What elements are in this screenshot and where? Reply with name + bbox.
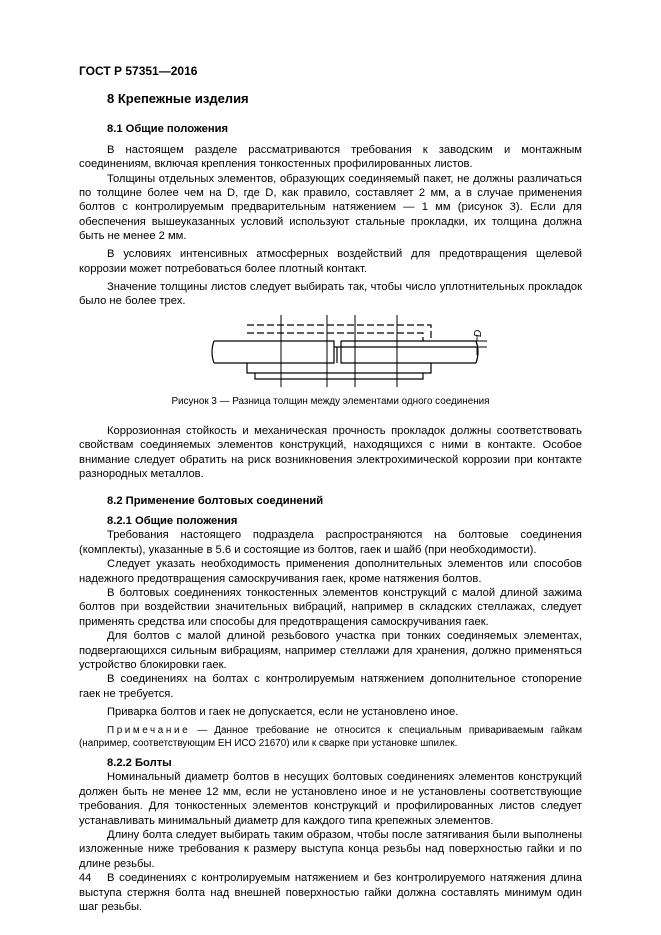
paragraph: Длину болта следует выбирать таким образом, чтобы после затягивания были выполнены изложенные ниже требования к размеру выступа конца резьбы над поверхностью гайки и по длине резьбы. <box>79 829 582 870</box>
paragraph: Приварка болтов и гаек не допускается, если не установлено иное. <box>107 705 459 718</box>
figure-3 <box>79 315 582 387</box>
paragraph: Номинальный диаметр болтов в несущих болтовых соединениях элементов конструкций должен быть не менее 12 мм, если не установлено иное и не установлены соответствующие требования. Для тонкостенных элементов конструкций и профилированных листов следует устанавливать минимальный диаметр для каждого типа крепежных элементов. <box>79 771 582 827</box>
note-label: Примечание <box>107 725 191 737</box>
paragraph: Значение толщины листов следует выбирать так, чтобы число уплотнительных прокладок было не более трех. <box>79 280 582 308</box>
paragraph: Следует указать необходимость применения дополнительных элементов или способов надежного предотвращения самоскручивания гаек, кроме натяжения болтов. <box>79 558 582 585</box>
paragraph: Толщины отдельных элементов, образующих соединяемый пакет, не должны различаться по толщине более чем на D, где D, как правило, составляет 2 мм, а в случае применения болтов с контролируемым предварительным натяжением — 1 мм (рисунок 3). Если для обеспечения вышеуказанных условий используют стальные прокладки, их толщина должна быть не менее 2 мм. <box>79 172 582 243</box>
dimension-label: D <box>473 330 484 338</box>
document-header: ГОСТ Р 57351—2016 <box>79 64 198 78</box>
page-content <box>79 92 582 914</box>
page-number: 44 <box>79 872 92 884</box>
paragraph: В условиях интенсивных атмосферных воздействий для предотвращения щелевой коррозии может потребоваться более плотный контакт. <box>79 248 582 275</box>
section-8-title: 8 Крепежные изделия <box>107 91 249 106</box>
paragraph: В болтовых соединениях тонкостенных элементов конструкций с малой длиной зажима болтов при воздействии значительных вибраций, например в складских стеллажах, следует применять средства или способы для предотвращения самоскручивания гаек. <box>79 586 582 628</box>
note-text: — Данное требование не относится к специальным привариваемым гайкам (например, соответствующим ЕН ИСО 21670) или к сварке при установке шпилек. <box>79 725 582 749</box>
note <box>79 725 582 750</box>
figure-caption: Рисунок 3 — Разница толщин между элементами одного соединения <box>171 396 490 408</box>
paragraph: В соединениях на болтах с контролируемым натяжением дополнительное стопорение гаек не требуется. <box>79 673 582 700</box>
section-8-1-title: 8.1 Общие положения <box>107 123 229 136</box>
paragraph: В настоящем разделе рассматриваются требования к заводским и монтажным соединениям, включая крепления тонкостенных профилированных листов. <box>79 143 582 171</box>
paragraph: Коррозионная стойкость и механическая прочность прокладок должны соответствовать свойствам соединяемых элементов конструкций, находящихся с ними в контакте. Особое внимание следует обратить на риск возникновения электрохимической коррозии при контакте разнородных металлов. <box>79 424 582 481</box>
section-8-2-title: 8.2 Применение болтовых соединений <box>107 494 324 507</box>
section-8-2-1-title: 8.2.1 Общие положения <box>107 514 238 527</box>
paragraph: Требования настоящего подраздела распространяются на болтовые соединения (комплекты), указанные в 5.6 и состоящие из болтов, гаек и шайб (при необходимости). <box>79 529 582 556</box>
paragraph: Для болтов с малой длиной резьбового участка при тонких соединяемых элементах, подвергающихся сильным вибрациям, например стеллажи для хранения, должно применяться устройство блокировки гаек. <box>79 630 582 671</box>
thickness-difference-drawing <box>211 315 491 387</box>
paragraph: В соединениях с контролируемым натяжением и без контролируемого натяжения длина выступа стержня болта над внешней поверхностью гайки должна составлять минимум один шаг резьбы. <box>79 872 582 914</box>
section-8-2-2-title: 8.2.2 Болты <box>107 757 172 769</box>
